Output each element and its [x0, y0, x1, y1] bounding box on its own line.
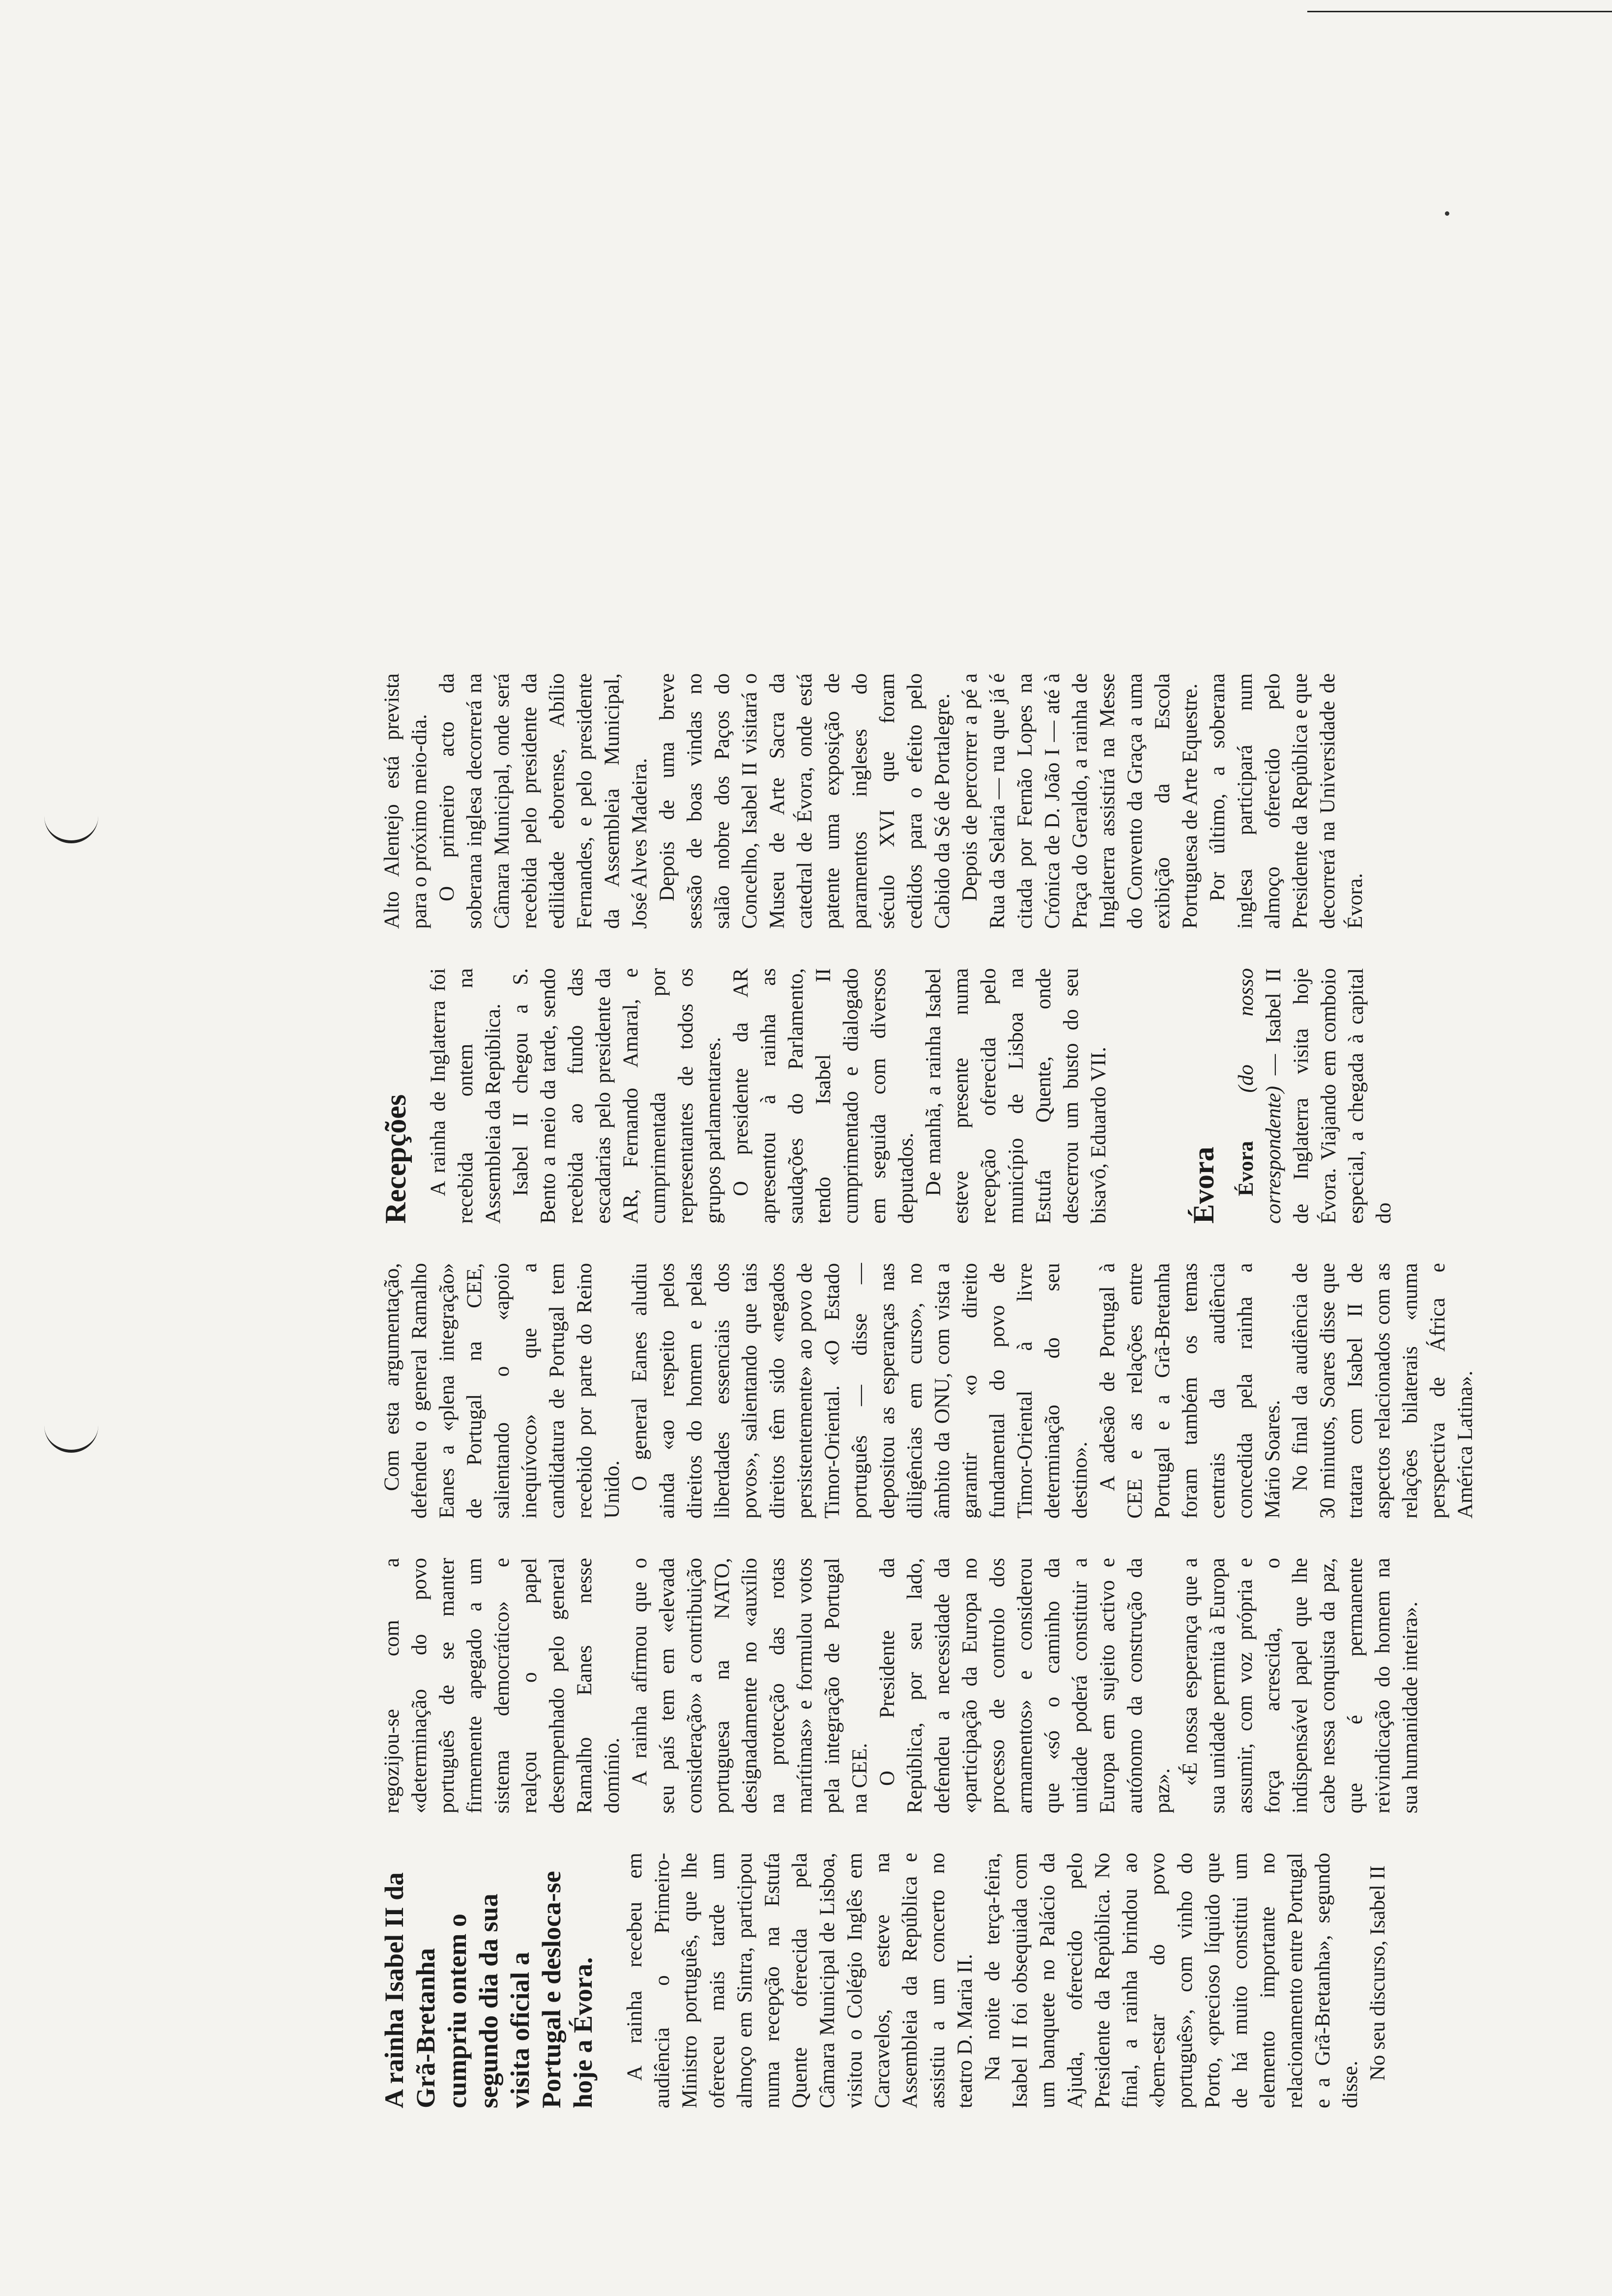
paragraph: A rainha de Inglaterra foi recebida ontem na Assembleia da República.	[427, 968, 505, 1224]
paragraph: Depois de percorrer a pé a Rua da Selaria — rua que já é citada por Fernão Lopes na Crónica de D. João I — até à Praça do Geraldo, a rainha de Inglaterra assistirá na Messe do Convento da Graça a uma exibição da Escola Portuguesa de Arte Equestre.	[958, 673, 1202, 929]
article-column-2	[378, 1558, 1422, 1813]
paragraph: Alto Alentejo está prevista para o próximo meio-dia.	[380, 673, 431, 929]
paragraph: O general Eanes aludiu ainda «ao respeito pelos direitos do homem e pelas liberdades essenciais dos povos», salientando que tais direitos têm sido «negados persistentemente» ao povo de Timor-Oriental. «O Estado português — disse — depositou as esperanças nas diligências em curso», no âmbito da ONU, com vista a garantir «o direito fundamental do povo de Timor-Oriental à livre determinação do seu destino».	[628, 1263, 1092, 1519]
paragraph-text: — Isabel II de Inglaterra visita hoje Évora. Viajando em comboio especial, a chegada à capital do	[1262, 968, 1395, 1224]
section-title-recepcoes: Recepções	[379, 1094, 412, 1224]
paragraph: No final da audiência de 30 minutos, Soares disse que tratara com Isabel II de aspectos relacionados com as relações bilaterais «numa perspectiva de África e América Latina».	[1289, 1263, 1477, 1519]
paragraph: A adesão de Portugal à CEE e as relações entre Portugal e a Grã-Bretanha foram também os temas centrais da audiência concedida pela rainha a Mário Soares.	[1096, 1263, 1284, 1519]
paragraph: Por último, a soberana inglesa participará num almoço oferecido pelo Presidente da República e que decorrerá na Universidade de Évora.	[1206, 673, 1367, 929]
paragraph: Depois de uma breve sessão de boas vindas no salão nobre dos Paços do Concelho, Isabel II visitará o Museu de Arte Sacra da catedral de Évora, onde está patente uma exposição de paramentos ingleses do século XVI que foram cedidos para o efeito pelo Cabido da Sé de Portalegre.	[656, 673, 954, 929]
dateline-place: Évora	[1235, 1141, 1258, 1196]
article-column-4	[378, 968, 1395, 1224]
article-headline: A rainha Isabel II da Grã-Bretanha cumpriu ontem o segundo dia da sua visita oficial a Portugal e desloca-se hoje a Évora.	[379, 1871, 598, 2108]
paragraph: O Presidente da República, por seu lado, defendeu a necessidade da «participação da Europa no processo de controlo dos armamentos» e considerou que «só o caminho da unidade poderá constituir a Europa em sujeito activo e autónomo da construção da paz».	[876, 1558, 1174, 1813]
article-column-1	[378, 1853, 1389, 2108]
paragraph-evora-lead	[1233, 968, 1398, 1224]
dateline-correspondent: (do nosso correspondente)	[1235, 968, 1285, 1224]
article-column-5	[378, 673, 1367, 929]
paragraph: O presidente da AR apresentou à rainha as saudações do Parlamento, tendo Isabel II cumprimentado e dialogado em seguida com diversos deputados.	[729, 968, 918, 1224]
paragraph: «É nossa esperança que a sua unidade permita à Europa assumir, com voz própria e força acrescida, o indispensável papel que lhe cabe nessa conquista da paz, que é permanente reivindicação do homem na sua humanidade inteira».	[1179, 1558, 1422, 1813]
paper-speck	[1445, 211, 1449, 216]
paragraph: No seu discurso, Isabel II	[1366, 1865, 1389, 2081]
newspaper-article	[378, 290, 1477, 2108]
punch-hole-mark	[44, 1415, 98, 1453]
punch-hole-mark	[44, 806, 98, 843]
paragraph: Com esta argumentação, defendeu o general Ramalho Eanes a «plena integração» de Portugal na CEE, salientando o «apoio inequívoco» que a candidatura de Portugal tem recebido por parte do Reino Unido.	[380, 1263, 624, 1519]
paragraph: De manhã, a rainha Isabel esteve presente numa recepção oferecida pelo município de Lisboa na Estufa Quente, onde descerrou um busto do seu bisavô, Eduardo VII.	[922, 968, 1110, 1224]
article-column-3	[378, 1263, 1477, 1519]
section-title-evora: Évora	[1187, 1147, 1220, 1224]
paragraph: A rainha afirmou que o seu país tem em «elevada consideração» a contribuição portuguesa na NATO, designadamente no «auxílio na protecção das rotas marítimas» e formulou votos pela integração de Portugal na CEE.	[628, 1558, 871, 1813]
paragraph: A rainha recebeu em audiência o Primeiro-Ministro português, que lhe ofereceu mais tarde um almoço em Sintra, participou numa recepção na Estufa Quente oferecida pela Câmara Municipal de Lisboa, visitou o Colégio Inglês em Carcavelos, esteve na Assembleia da República e assistiu a um concerto no teatro D. Maria II.	[623, 1853, 977, 2108]
paragraph: O primeiro acto da soberana inglesa decorrerá na Câmara Municipal, onde será recebida pelo presidente da edilidade eborense, Abílio Fernandes, e pelo presidente da Assembleia Municipal, José Alves Madeira.	[435, 673, 651, 929]
paragraph: Isabel II chegou a S. Bento a meio da tarde, sendo recebida ao fundo das escadarias pelo presidente da AR, Fernando Amaral, e cumprimentada por representantes de todos os grupos parlamentares.	[509, 968, 725, 1224]
top-edge-rule	[1307, 11, 1612, 12]
paragraph: regozijou-se com a «determinação do povo português de se manter firmemente apegado a um sistema democrático» e realçou o papel desempenhado pelo general Ramalho Eanes nesse domínio.	[380, 1558, 624, 1813]
paragraph: Na noite de terça-feira, Isabel II foi obsequiada com um banquete no Palácio da Ajuda, oferecido pelo Presidente da República. No final, a rainha brindou ao «bem-estar do povo português», com vinho do Porto, «precioso líquido que de há muito constitui um elemento importante no relacionamento entre Portugal e a Grã-Bretanha», segundo disse.	[981, 1853, 1362, 2108]
